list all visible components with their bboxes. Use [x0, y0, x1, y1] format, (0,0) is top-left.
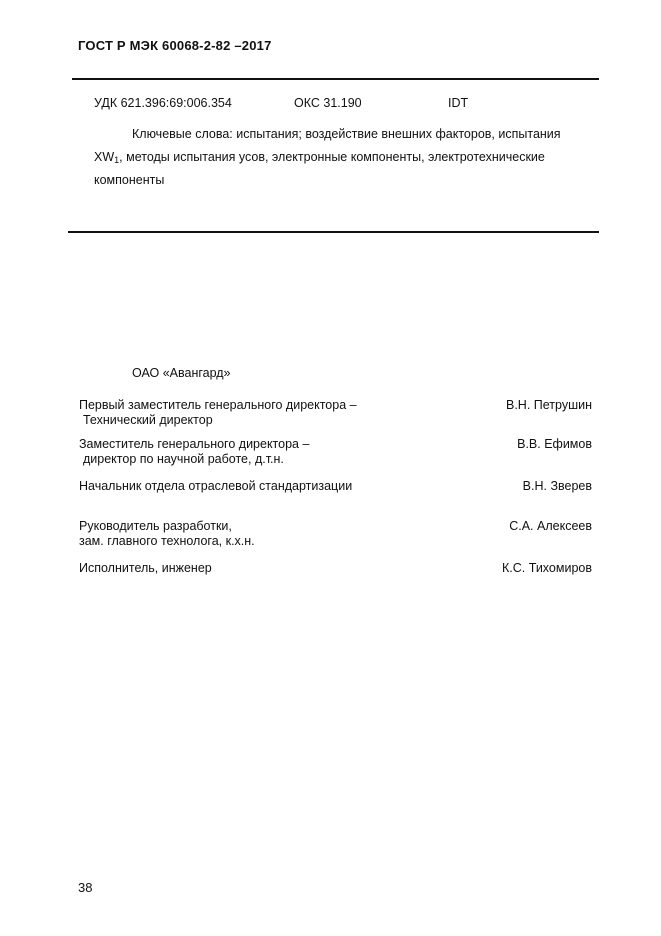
signatory-name: К.С. Тихомиров — [502, 561, 592, 575]
top-divider — [72, 78, 599, 80]
keywords-xw: XW — [94, 150, 115, 164]
signatory-role-line-1: Заместитель генерального директора – — [79, 437, 310, 451]
signatory-role — [79, 561, 212, 576]
signatory-role — [79, 479, 352, 494]
keywords-line-1: Ключевые слова: испытания; воздействие внешних факторов, испытания — [132, 127, 561, 141]
idt-label: IDT — [448, 96, 469, 110]
signatory-role-line-2: директор по научной работе, д.т.н. — [83, 452, 284, 466]
signatory-role-line-1: Начальник отдела отраслевой стандартизации — [79, 479, 353, 493]
organization-name: ОАО «Авангард» — [132, 366, 231, 380]
signatory-role-line-2: зам. главного технолога, к.х.н. — [79, 534, 255, 548]
udk-code: УДК 621.396:69:006.354 — [94, 96, 232, 110]
keywords-line-2-rest: , методы испытания усов, электронные компоненты, электротехнические — [119, 150, 545, 164]
page-number: 38 — [78, 880, 93, 895]
signatory-role-line-2: Технический директор — [83, 413, 213, 427]
keywords-line-3: компоненты — [94, 173, 165, 187]
signatory-name: В.Н. Петрушин — [505, 398, 592, 412]
signatory-role-line-1: Исполнитель, инженер — [79, 561, 212, 575]
signatory-role-line-1: Первый заместитель генерального директора – — [79, 398, 357, 412]
document-header-title: ГОСТ Р МЭК 60068-2-82 –2017 — [78, 38, 272, 53]
keywords-xw-subscript: 1 — [114, 155, 120, 165]
oks-code: ОКС 31.190 — [294, 96, 362, 110]
signatory-role — [79, 398, 357, 428]
bottom-divider — [68, 231, 599, 233]
signatory-name: С.А. Алексеев — [509, 519, 592, 533]
signatory-role — [79, 437, 309, 467]
signatory-role-line-1: Руководитель разработки, — [79, 519, 232, 533]
signatory-name: В.Н. Зверев — [522, 479, 592, 493]
signatory-name: В.В. Ефимов — [517, 437, 592, 451]
signatory-role — [79, 519, 255, 549]
